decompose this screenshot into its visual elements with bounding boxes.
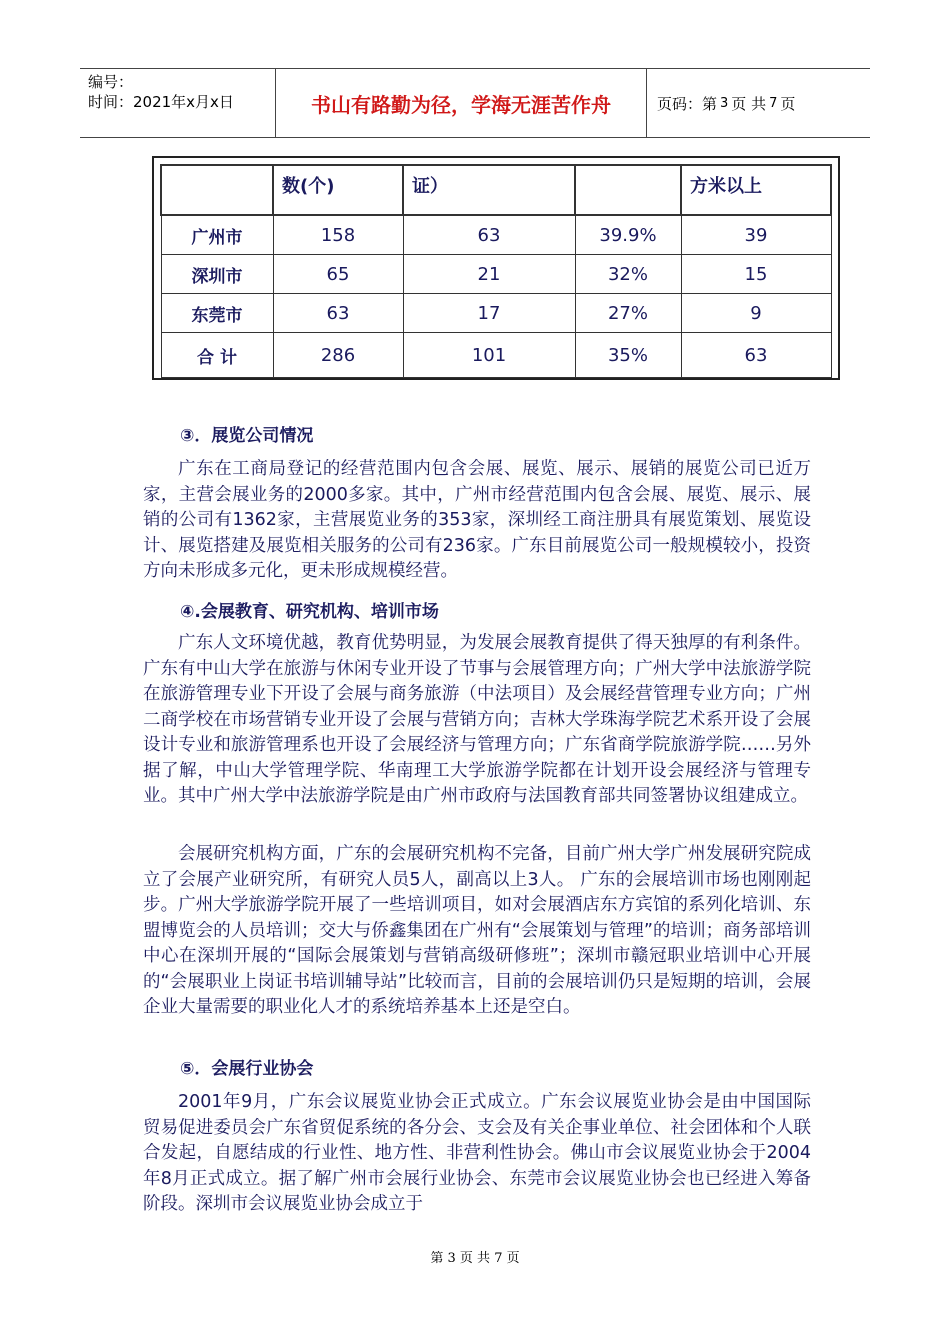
- section-heading-education: ④.会展教育、研究机构、培训市场: [180, 602, 439, 622]
- table-cell: 深圳市: [161, 255, 273, 294]
- exhibition-table: [152, 156, 840, 380]
- header-motto: 书山有路勤为径，学海无涯苦作舟: [276, 69, 647, 137]
- table-cell: 63: [681, 333, 831, 378]
- table-cell: 35%: [575, 333, 681, 378]
- paragraph-research-training: 会展研究机构方面，广东的会展研究机构不完备，目前广州大学广州发展研究院成立了会展产业研究所，有研究人员5人，副高以上3人。 广东的会展培训市场也刚刚起步。广州大学旅游学院开展了一些培训项目，如对会展酒店东方宾馆的系列化培训、东盟博览会的人员培训；交大与侨鑫集团在广州有“会展策划与管理”的培训；商务部培训中心在深圳开展的“国际会展策划与营销高级研修班”；深圳市赣冠职业培训中心开展的“会展职业上岗证书培训辅导站”比较而言，目前的会展培训仍只是短期的培训，会展企业大量需要的职业化人才的系统培养基本上还是空白。: [143, 844, 811, 1017]
- table-header-cell: 方米以上: [681, 165, 831, 215]
- header-page-info: [647, 69, 870, 137]
- table-cell: 17: [403, 294, 575, 333]
- page-mid: 页 共: [731, 94, 767, 113]
- table-row: [161, 294, 831, 333]
- table-cell: 32%: [575, 255, 681, 294]
- table-row: [161, 215, 831, 255]
- table-cell: 286: [273, 333, 403, 378]
- table-cell: 39.9%: [575, 215, 681, 255]
- table-header-row: [161, 165, 831, 215]
- table-cell: 东莞市: [161, 294, 273, 333]
- paragraph-education: 广东人文环境优越，教育优势明显，为发展会展教育提供了得天独厚的有利条件。广东有中山大学在旅游与休闲专业开设了节事与会展管理方向；广州大学中法旅游学院在旅游管理专业下开设了会展与商务旅游（中法项目）及会展经营管理专业方向；广州二商学校在市场营销专业开设了会展与营销方向；吉林大学珠海学院艺术系开设了会展设计专业和旅游管理系也开设了会展经济与管理方向；广东省商学院旅游学院……另外据了解，中山大学管理学院、华南理工大学旅游学院都在计划开设会展经济与管理专业。其中广州大学中法旅游学院是由广州市政府与法国教育部共同签署协议组建成立。: [143, 633, 811, 806]
- table-cell: 合 计: [161, 333, 273, 378]
- table-cell: 9: [681, 294, 831, 333]
- table-cell: 101: [403, 333, 575, 378]
- table-cell: 15: [681, 255, 831, 294]
- table-cell: 158: [273, 215, 403, 255]
- table-cell: 39: [681, 215, 831, 255]
- header-meta: [80, 69, 276, 137]
- time-label: 时间：2021年x月x日: [88, 93, 234, 111]
- page-total: 7: [769, 95, 778, 111]
- table-header-cell: 证）: [403, 165, 575, 215]
- table-header-cell: [575, 165, 681, 215]
- section-heading-exhibition-companies: ③．展览公司情况: [180, 426, 314, 446]
- table-cell: 21: [403, 255, 575, 294]
- page-suffix: 页: [780, 94, 796, 113]
- table-row-total: [161, 333, 831, 378]
- table-header-cell: 数(个): [273, 165, 403, 215]
- page-prefix: 页码：第: [657, 94, 718, 113]
- table-cell: 27%: [575, 294, 681, 333]
- table-cell: 63: [273, 294, 403, 333]
- table-cell: 广州市: [161, 215, 273, 255]
- serial-label: 编号：: [88, 73, 134, 91]
- page-footer: 第 3 页 共 7 页: [430, 1251, 520, 1266]
- page-header: [80, 68, 870, 138]
- table-cell: 63: [403, 215, 575, 255]
- paragraph-associations: 2001年9月，广东会议展览业协会正式成立。广东会议展览业协会是由中国国际贸易促进委员会广东省贸促系统的各分会、支会及有关企事业单位、社会团体和个人联合发起，自愿结成的行业性、地方性、非营利性协会。佛山市会议展览业协会于2004年8月正式成立。据了解广州市会展行业协会、东莞市会议展览业协会也已经进入筹备阶段。深圳市会议展览业协会成立于: [143, 1092, 811, 1214]
- table-header-cell: [161, 165, 273, 215]
- table-cell: 65: [273, 255, 403, 294]
- page-number: 3: [720, 95, 729, 111]
- table-row: [161, 255, 831, 294]
- section-heading-associations: ⑤．会展行业协会: [180, 1059, 314, 1079]
- paragraph-exhibition-companies: 广东在工商局登记的经营范围内包含会展、展览、展示、展销的展览公司已近万家，主营会展业务的2000多家。其中，广州市经营范围内包含会展、展览、展示、展销的公司有1362家，主营展览业务的353家，深圳经工商注册具有展览策划、展览设计、展览搭建及展览相关服务的公司有236家。广东目前展览公司一般规模较小，投资方向未形成多元化，更未形成规模经营。: [143, 459, 811, 581]
